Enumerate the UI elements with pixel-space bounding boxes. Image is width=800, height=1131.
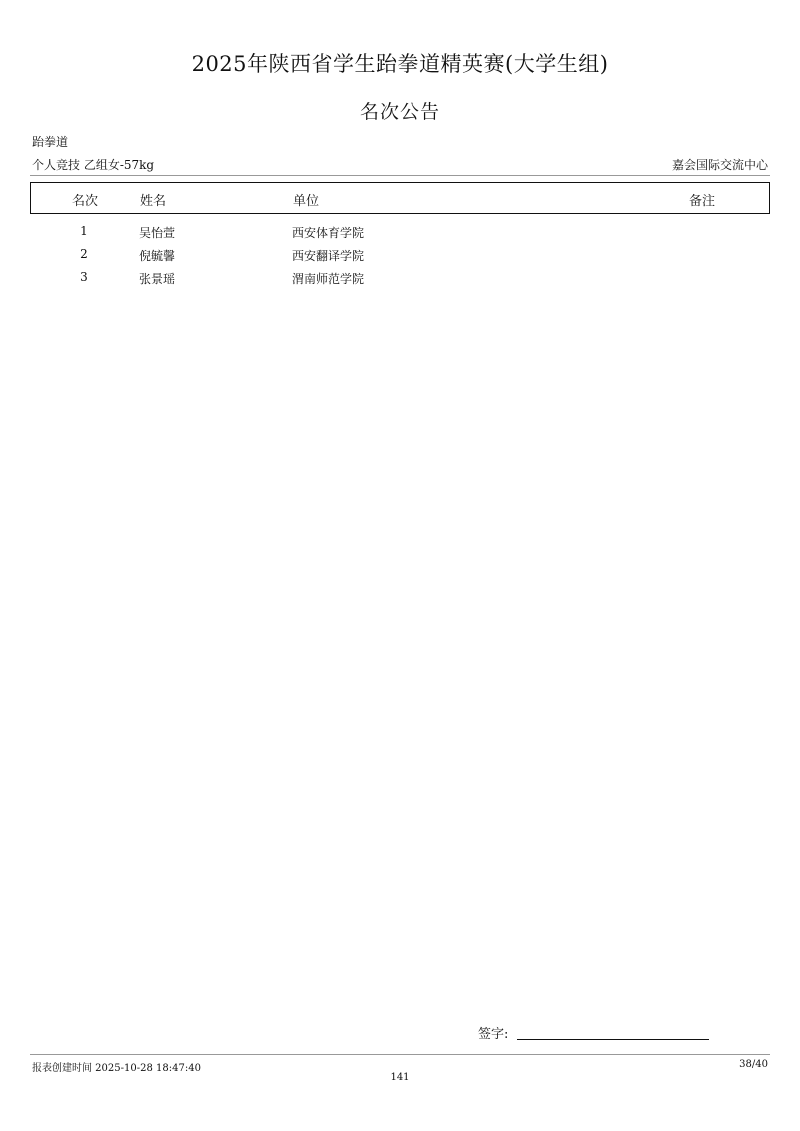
unit-cell: 西安翻译学院 [292,249,365,263]
table-row [30,245,770,268]
name-cell: 张景瑶 [139,272,176,286]
name-cell: 吴怡萱 [139,226,176,240]
sport-label: 跆拳道 [32,135,69,149]
column-header-unit: 单位 [293,194,320,209]
name-cell: 倪毓馨 [139,249,176,263]
signature-label: 签字: [478,1027,509,1042]
document-title: 2025年陕西省学生跆拳道精英赛(大学生组) [191,52,609,76]
unit-cell: 渭南师范学院 [292,272,365,286]
event-label: 个人竞技 乙组女-57kg [32,158,155,172]
table-header [30,182,770,214]
rank-cell: 2 [80,247,88,261]
signature-line [517,1039,709,1040]
table-row [30,268,770,291]
report-created-time: 报表创建时间 2025-10-28 18:47:40 [32,1063,201,1074]
column-header-note: 备注 [689,194,716,209]
table-row [30,222,770,245]
header-divider [30,175,770,176]
unit-cell: 西安体育学院 [292,226,365,240]
rank-cell: 3 [80,270,88,284]
footer-divider [30,1054,770,1055]
sheet-number: 141 [390,1072,410,1083]
column-header-rank: 名次 [71,194,98,209]
venue-label: 嘉会国际交流中心 [671,158,768,172]
page-number: 38/40 [739,1059,768,1070]
results-table-body [30,222,770,291]
column-header-name: 姓名 [140,194,167,209]
rank-cell: 1 [80,224,88,238]
document-subtitle: 名次公告 [359,101,440,123]
